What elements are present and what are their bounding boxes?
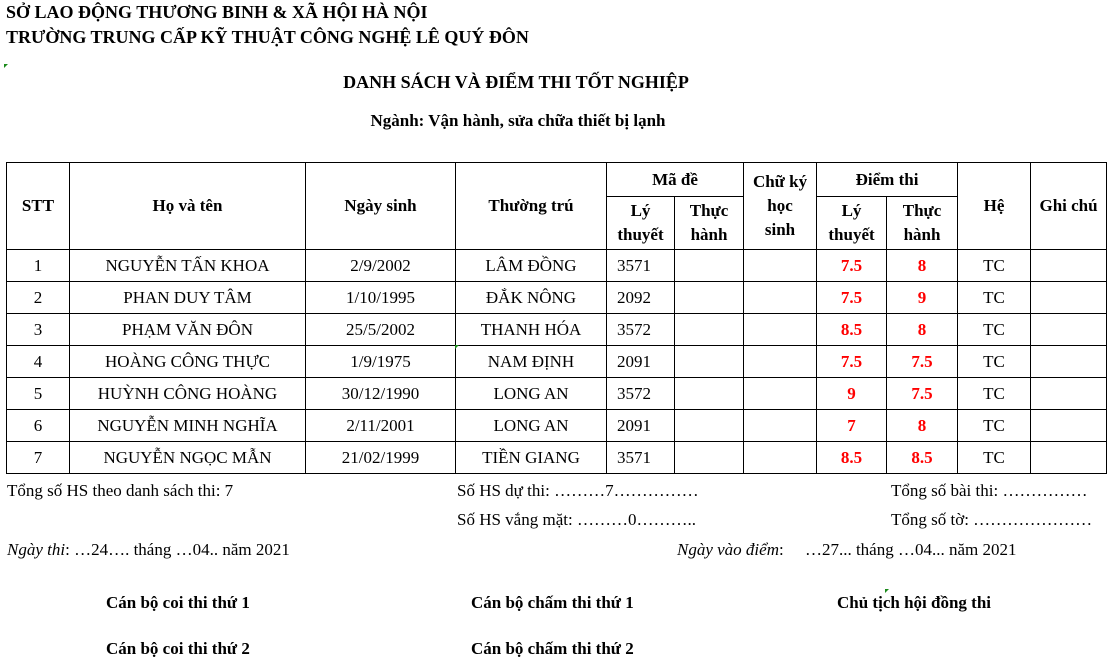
cell-note <box>1031 314 1107 346</box>
cell-score-theory: 8.5 <box>817 314 887 346</box>
cell-marker-icon <box>4 64 8 68</box>
major-subtitle: Ngành: Vận hành, sửa chữa thiết bị lạnh <box>370 111 666 130</box>
header-score-theory <box>817 197 887 250</box>
header-code-theory-line2: thuyết <box>617 225 664 244</box>
cell-residence: LÂM ĐỒNG <box>456 250 607 282</box>
total-listed-text: Tổng số HS theo danh sách thi: 7 <box>7 481 234 500</box>
header-score-practice-line1: Thực <box>902 201 942 220</box>
cell-residence: ĐẮK NÔNG <box>456 282 607 314</box>
header-signature-line3: sinh <box>764 220 796 239</box>
org-line-2: TRƯỜNG TRUNG CẤP KỸ THUẬT CÔNG NGHỆ LÊ QUÝ ĐÔN <box>6 27 529 47</box>
cell-dob: 25/5/2002 <box>306 314 456 346</box>
cell-code-practice <box>675 314 744 346</box>
cell-system: TC <box>958 410 1031 442</box>
total-papers-text: Tổng số bài thi: …………… <box>891 481 1088 500</box>
cell-code-practice <box>675 442 744 474</box>
cell-dob: 2/11/2001 <box>306 410 456 442</box>
cell-signature <box>744 250 817 282</box>
table-row <box>7 378 1107 410</box>
entry-date-value: : …27... tháng …04... năm 2021 <box>778 540 1017 559</box>
header-code-practice <box>675 197 744 250</box>
cell-name: HUỲNH CÔNG HOÀNG <box>70 378 306 410</box>
cell-score-practice: 8 <box>887 250 958 282</box>
cell-dob: 2/9/2002 <box>306 250 456 282</box>
cell-residence: TIỀN GIANG <box>456 442 607 474</box>
total-sheets-text: Tổng số tờ: ………………… <box>891 510 1093 529</box>
cell-code-theory: 2092 <box>607 282 675 314</box>
cell-note <box>1031 250 1107 282</box>
cell-system: TC <box>958 346 1031 378</box>
header-note: Ghi chú <box>1031 163 1107 250</box>
cell-score-theory: 8.5 <box>817 442 887 474</box>
cell-score-practice: 7.5 <box>887 378 958 410</box>
grader-1-signature-label: Cán bộ chấm thi thứ 1 <box>471 593 634 612</box>
cell-code-practice <box>675 346 744 378</box>
cell-name: NGUYỄN NGỌC MẪN <box>70 442 306 474</box>
cell-score-practice: 8 <box>887 410 958 442</box>
table-row <box>7 346 1107 378</box>
proctor-2-signature-label: Cán bộ coi thi thứ 2 <box>106 639 250 658</box>
cell-system: TC <box>958 314 1031 346</box>
cell-code-practice <box>675 378 744 410</box>
document-title: DANH SÁCH VÀ ĐIỂM THI TỐT NGHIỆP <box>343 72 689 92</box>
cell-residence: THANH HÓA <box>456 314 607 346</box>
exam-date-value: : …24…. tháng …04.. năm 2021 <box>65 540 290 559</box>
cell-stt: 1 <box>7 250 70 282</box>
header-code-practice-line1: Thực <box>689 201 729 220</box>
cell-signature <box>744 346 817 378</box>
table-row <box>7 410 1107 442</box>
cell-name: NGUYỄN MINH NGHĨA <box>70 410 306 442</box>
cell-code-theory: 3572 <box>607 378 675 410</box>
cell-name: HOÀNG CÔNG THỰC <box>70 346 306 378</box>
grader-2-signature-label: Cán bộ chấm thi thứ 2 <box>471 639 634 658</box>
cell-system: TC <box>958 442 1031 474</box>
score-table <box>6 162 1107 474</box>
header-code-theory-line1: Lý <box>630 201 651 220</box>
cell-score-theory: 7.5 <box>817 282 887 314</box>
cell-stt: 2 <box>7 282 70 314</box>
cell-code-theory: 3571 <box>607 250 675 282</box>
table-row <box>7 442 1107 474</box>
org-line-1: SỞ LAO ĐỘNG THƯƠNG BINH & XÃ HỘI HÀ NỘI <box>6 2 428 22</box>
cell-residence: LONG AN <box>456 378 607 410</box>
header-residence: Thường trú <box>456 163 607 250</box>
cell-stt: 4 <box>7 346 70 378</box>
cell-stt: 3 <box>7 314 70 346</box>
header-signature <box>744 163 817 250</box>
cell-signature <box>744 410 817 442</box>
cell-system: TC <box>958 282 1031 314</box>
cell-marker-icon <box>455 345 459 349</box>
entry-date-label: Ngày vào điểm <box>677 540 779 559</box>
cell-dob: 1/10/1995 <box>306 282 456 314</box>
chairman-signature-label: Chủ tịch hội đồng thi <box>837 593 991 612</box>
cell-note <box>1031 410 1107 442</box>
cell-note <box>1031 282 1107 314</box>
cell-dob: 30/12/1990 <box>306 378 456 410</box>
header-stt: STT <box>7 163 70 250</box>
cell-residence: NAM ĐỊNH <box>456 346 607 378</box>
cell-code-theory: 2091 <box>607 346 675 378</box>
header-score-theory-line1: Lý <box>841 201 862 220</box>
cell-note <box>1031 442 1107 474</box>
cell-score-practice: 7.5 <box>887 346 958 378</box>
cell-score-practice: 9 <box>887 282 958 314</box>
cell-stt: 7 <box>7 442 70 474</box>
header-signature-line1: Chữ ký <box>752 172 808 191</box>
cell-score-theory: 7.5 <box>817 346 887 378</box>
cell-code-practice <box>675 282 744 314</box>
absent-count-text: Số HS vắng mặt: ………0……….. <box>457 510 696 529</box>
cell-code-practice <box>675 250 744 282</box>
header-score-practice <box>887 197 958 250</box>
exam-date-label: Ngày thi <box>7 540 66 559</box>
header-exam-code: Mã đề <box>607 163 744 197</box>
header-name: Họ và tên <box>70 163 306 250</box>
cell-residence: LONG AN <box>456 410 607 442</box>
proctor-1-signature-label: Cán bộ coi thi thứ 1 <box>106 593 250 612</box>
cell-note <box>1031 346 1107 378</box>
cell-name: PHAN DUY TÂM <box>70 282 306 314</box>
cell-note <box>1031 378 1107 410</box>
cell-score-theory: 7.5 <box>817 250 887 282</box>
cell-dob: 21/02/1999 <box>306 442 456 474</box>
cell-code-practice <box>675 410 744 442</box>
header-system: Hệ <box>958 163 1031 250</box>
table-row <box>7 250 1107 282</box>
cell-system: TC <box>958 378 1031 410</box>
header-dob: Ngày sinh <box>306 163 456 250</box>
cell-score-theory: 9 <box>817 378 887 410</box>
cell-signature <box>744 314 817 346</box>
entry-date <box>677 540 1017 560</box>
header-code-practice-line2: hành <box>690 225 728 244</box>
cell-signature <box>744 442 817 474</box>
exam-date <box>7 540 290 560</box>
present-count-text: Số HS dự thi: ………7…………… <box>457 481 699 500</box>
table-row <box>7 314 1107 346</box>
header-score-theory-line2: thuyết <box>828 225 875 244</box>
cell-name: NGUYỄN TẤN KHOA <box>70 250 306 282</box>
cell-system: TC <box>958 250 1031 282</box>
cell-name: PHẠM VĂN ĐÔN <box>70 314 306 346</box>
header-signature-line2: học <box>767 196 793 215</box>
cell-stt: 6 <box>7 410 70 442</box>
header-code-theory <box>607 197 675 250</box>
cell-stt: 5 <box>7 378 70 410</box>
cell-code-theory: 3571 <box>607 442 675 474</box>
cell-code-theory: 3572 <box>607 314 675 346</box>
cell-score-theory: 7 <box>817 410 887 442</box>
cell-code-theory: 2091 <box>607 410 675 442</box>
header-score: Điểm thi <box>817 163 958 197</box>
cell-score-practice: 8.5 <box>887 442 958 474</box>
cell-dob: 1/9/1975 <box>306 346 456 378</box>
cell-signature <box>744 378 817 410</box>
table-row <box>7 282 1107 314</box>
cell-signature <box>744 282 817 314</box>
cell-score-practice: 8 <box>887 314 958 346</box>
header-score-practice-line2: hành <box>903 225 941 244</box>
